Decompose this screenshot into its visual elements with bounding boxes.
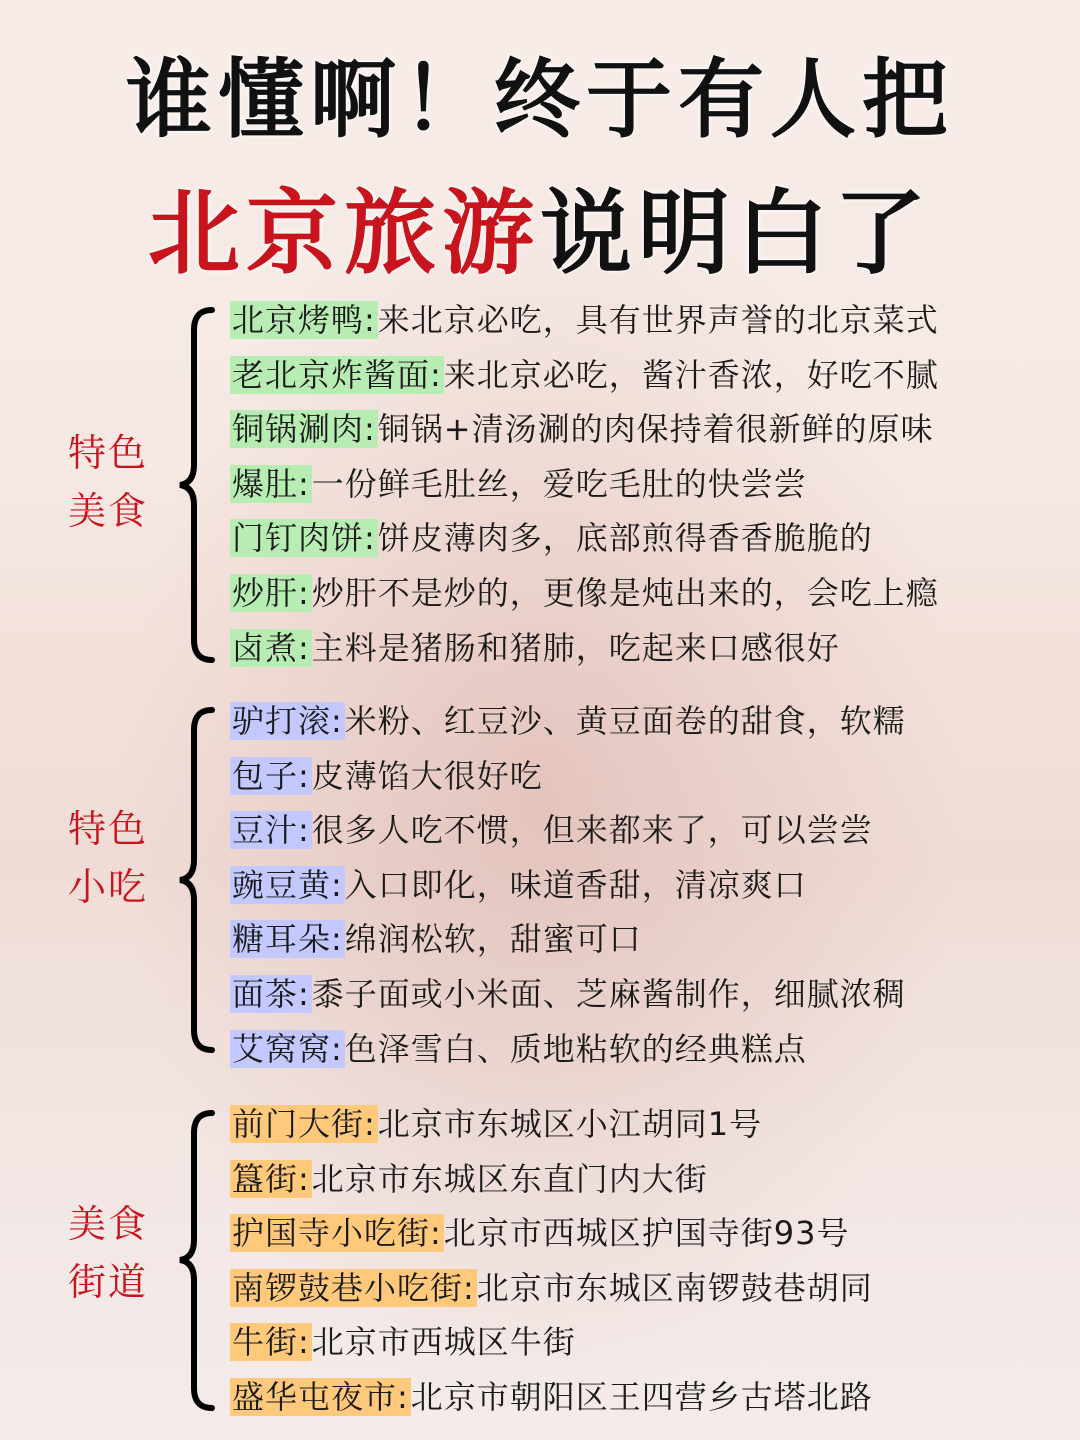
list-item <box>230 1315 1070 1370</box>
item-desc: 来北京必吃，具有世界声誉的北京菜式 <box>377 301 939 339</box>
list-item <box>230 293 1070 348</box>
brace-icon <box>172 305 222 665</box>
title-rest: 说明白了 <box>540 180 933 287</box>
list-item <box>230 749 1070 804</box>
section-label-food <box>68 424 158 540</box>
title-line-2 <box>0 160 1080 292</box>
item-name: 护国寺小吃街: <box>232 1214 442 1253</box>
item-name: 北京烤鸭: <box>232 301 376 339</box>
item-desc: 饼皮薄肉多，底部煎得香香脆脆的 <box>377 519 873 558</box>
list-snacks <box>230 694 1070 1076</box>
item-desc: 皮薄馅大很好吃 <box>311 756 543 795</box>
item-desc: 米粉、红豆沙、黄豆面卷的甜食，软糯 <box>344 702 906 740</box>
brace-icon <box>172 705 222 1055</box>
brace-icon <box>172 1108 222 1413</box>
item-desc: 黍子面或小米面、芝麻酱制作，细腻浓稠 <box>311 974 906 1013</box>
item-desc: 北京市东城区小江胡同1号 <box>377 1105 763 1143</box>
section-label-line: 美食 <box>68 489 149 533</box>
item-desc: 来北京必吃，酱汁香浓，好吃不腻 <box>443 355 939 394</box>
item-desc: 北京市东城区东直门内大街 <box>311 1159 708 1198</box>
item-desc: 北京市朝阳区王四营乡古塔北路 <box>410 1377 873 1416</box>
section-label-snacks <box>68 800 158 916</box>
list-item <box>230 1206 1070 1261</box>
list-item <box>230 402 1070 457</box>
section-label-line: 小吃 <box>68 865 149 909</box>
item-name: 前门大街: <box>232 1105 376 1143</box>
item-name: 南锣鼓巷小吃街: <box>232 1268 475 1307</box>
list-food <box>230 293 1070 675</box>
item-desc: 一份鲜毛肚丝，爱吃毛肚的快尝尝 <box>311 464 807 503</box>
list-item <box>230 457 1070 512</box>
section-label-line: 美食 <box>68 1202 149 1246</box>
item-name: 驴打滚: <box>232 702 343 740</box>
list-item <box>230 1261 1070 1316</box>
item-name: 簋街: <box>232 1159 310 1198</box>
list-item <box>230 511 1070 566</box>
item-name: 艾窝窝: <box>232 1029 343 1068</box>
item-name: 包子: <box>232 756 310 795</box>
item-desc: 绵润松软，甜蜜可口 <box>344 920 642 959</box>
item-name: 牛街: <box>232 1323 310 1362</box>
list-item <box>230 621 1070 676</box>
list-item <box>230 566 1070 621</box>
list-item <box>230 967 1070 1022</box>
list-item <box>230 1152 1070 1207</box>
list-item <box>230 694 1070 749</box>
item-desc: 很多人吃不惯，但来都来了，可以尝尝 <box>311 811 873 850</box>
list-streets <box>230 1097 1070 1425</box>
item-desc: 色泽雪白、质地粘软的经典糕点 <box>344 1029 807 1068</box>
list-item <box>230 1370 1070 1425</box>
list-item <box>230 348 1070 403</box>
item-name: 老北京炸酱面: <box>232 355 442 394</box>
item-desc: 铜锅+清汤涮的肉保持着很新鲜的原味 <box>377 410 934 449</box>
item-desc: 北京市西城区牛街 <box>311 1323 576 1362</box>
item-desc: 炒肝不是炒的，更像是炖出来的，会吃上瘾 <box>311 573 939 612</box>
item-desc: 北京市东城区南锣鼓巷胡同 <box>476 1268 873 1307</box>
section-label-streets <box>68 1195 158 1311</box>
item-name: 糖耳朵: <box>232 920 343 959</box>
item-name: 盛华屯夜市: <box>232 1377 409 1416</box>
item-name: 豆汁: <box>232 811 310 850</box>
list-item <box>230 1097 1070 1152</box>
title-line-1: 谁懂啊！终于有人把 <box>126 50 954 150</box>
title-highlight: 北京旅游 <box>147 180 540 287</box>
section-label-line: 街道 <box>68 1260 149 1304</box>
item-name: 面茶: <box>232 974 310 1013</box>
item-desc: 主料是猪肠和猪肺，吃起来口感很好 <box>311 628 840 667</box>
item-name: 豌豆黄: <box>232 865 343 904</box>
item-desc: 入口即化，味道香甜，清凉爽口 <box>344 865 807 904</box>
list-item <box>230 912 1070 967</box>
section-label-line: 特色 <box>68 431 149 475</box>
item-name: 门钉肉饼: <box>232 519 376 558</box>
item-desc: 北京市西城区护国寺街93号 <box>443 1214 850 1253</box>
item-name: 卤煮: <box>232 628 310 667</box>
section-label-line: 特色 <box>68 807 149 851</box>
item-name: 铜锅涮肉: <box>232 410 376 449</box>
list-item <box>230 803 1070 858</box>
item-name: 炒肝: <box>232 573 310 612</box>
list-item <box>230 858 1070 913</box>
item-name: 爆肚: <box>232 464 310 503</box>
list-item <box>230 1022 1070 1077</box>
